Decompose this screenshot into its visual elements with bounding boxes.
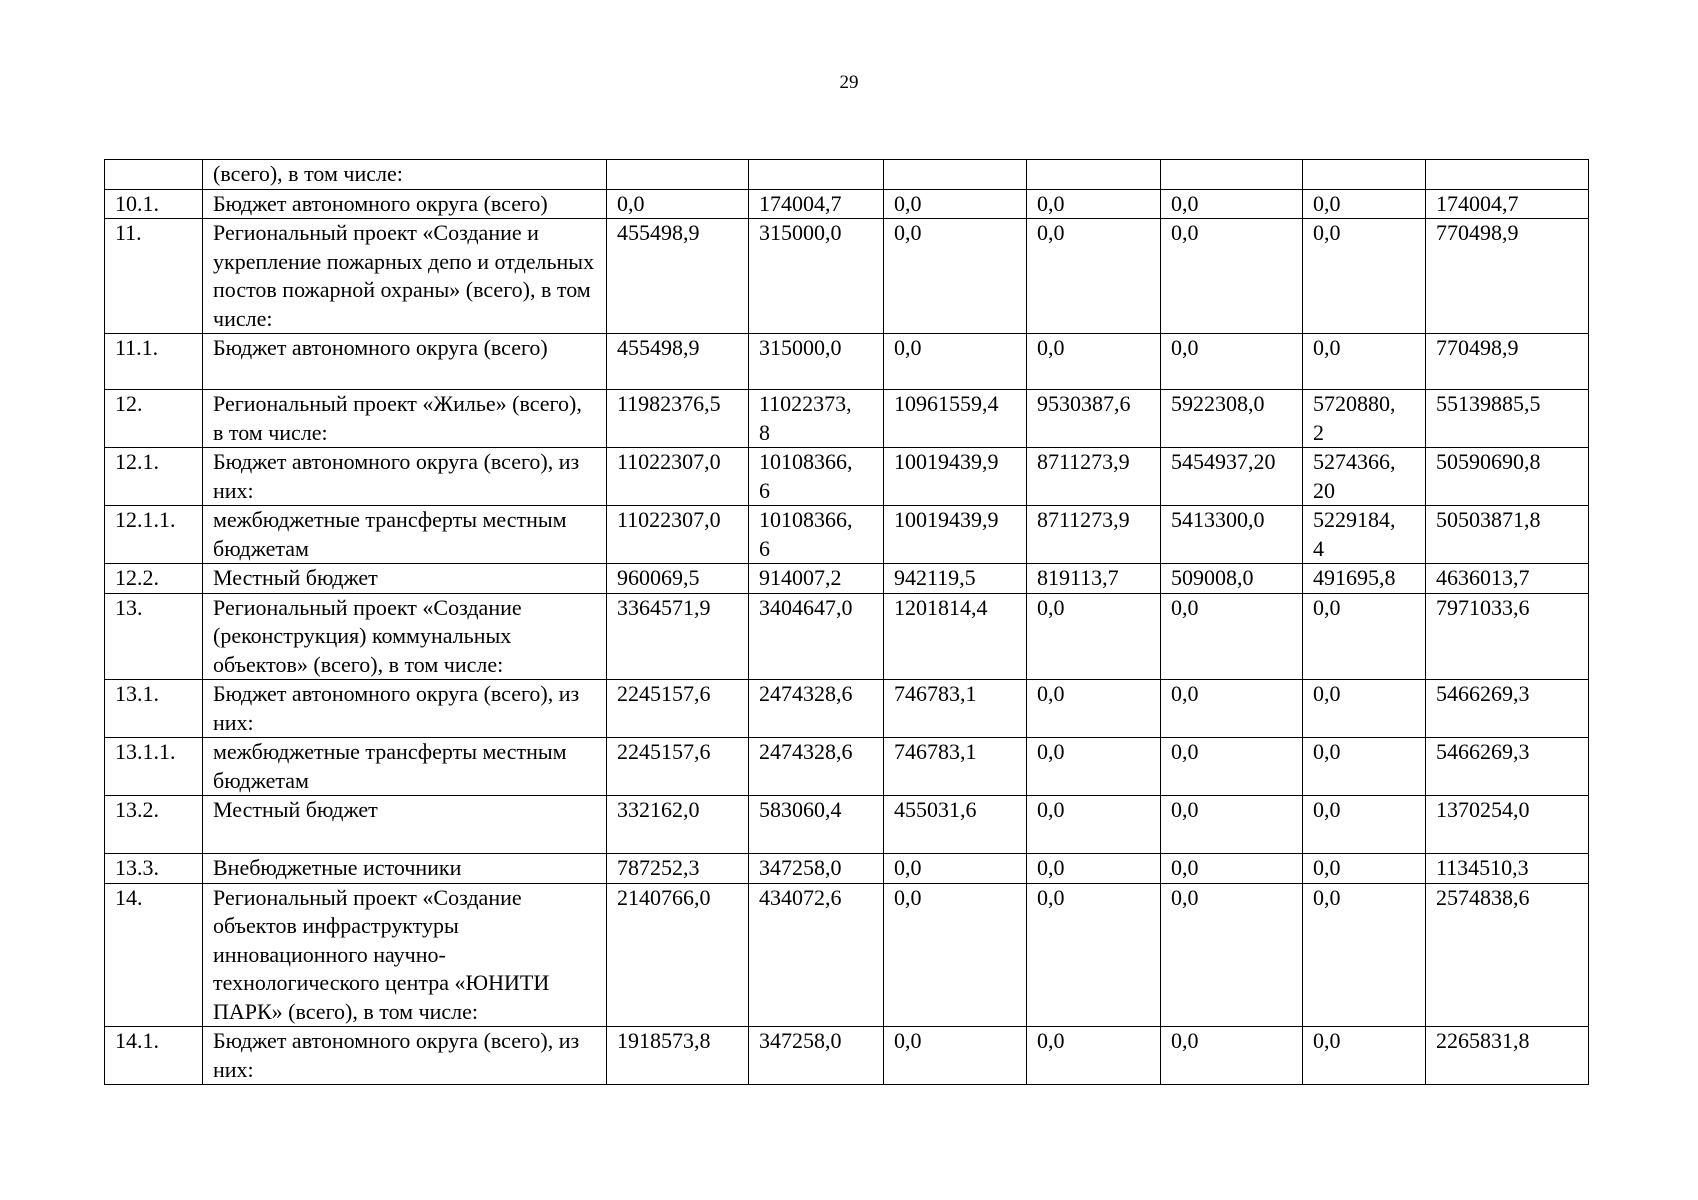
cell-name bbox=[203, 796, 607, 854]
cell-text: 0,0 bbox=[1171, 1028, 1199, 1053]
table-row bbox=[105, 390, 1589, 448]
cell-v3 bbox=[884, 738, 1027, 796]
cell-v6 bbox=[1303, 738, 1426, 796]
cell-name bbox=[203, 390, 607, 448]
cell-total bbox=[1426, 854, 1589, 884]
cell-text: 13.1.1. bbox=[115, 739, 176, 764]
cell-v3 bbox=[884, 219, 1027, 334]
cell-v1 bbox=[607, 189, 749, 219]
cell-text: 174004,7 bbox=[759, 190, 842, 216]
table-row bbox=[105, 796, 1589, 854]
table-body bbox=[105, 160, 1589, 1085]
cell-v6 bbox=[1303, 796, 1426, 854]
cell-text: Бюджет автономного округа (всего) bbox=[213, 190, 548, 216]
cell-text: 8711273,9 bbox=[1037, 449, 1130, 474]
cell-text: межбюджетные трансферты местным бюджетам bbox=[213, 739, 567, 793]
cell-v2 bbox=[749, 160, 884, 190]
cell-v2 bbox=[749, 854, 884, 884]
cell-text: 12.1. bbox=[115, 449, 159, 474]
cell-text: 0,0 bbox=[1037, 884, 1065, 910]
table-row bbox=[105, 448, 1589, 506]
cell-text: 1370254,0 bbox=[1436, 797, 1530, 822]
cell-v5 bbox=[1161, 796, 1303, 854]
cell-text: 10019439,9 bbox=[894, 507, 999, 532]
cell-v3 bbox=[884, 160, 1027, 190]
cell-total bbox=[1426, 506, 1589, 564]
cell-text: 13.3. bbox=[115, 855, 159, 880]
cell-text: 455498,9 bbox=[617, 220, 700, 245]
cell-text: 2474328,6 bbox=[759, 681, 853, 706]
cell-text: (всего), в том числе: bbox=[213, 161, 403, 186]
table-row bbox=[105, 680, 1589, 738]
cell-text: 332162,0 bbox=[617, 797, 700, 822]
cell-text: 0,0 bbox=[1037, 855, 1065, 880]
cell-v2 bbox=[749, 738, 884, 796]
cell-text: 819113,7 bbox=[1037, 565, 1119, 590]
cell-v2 bbox=[749, 506, 884, 564]
cell-v4 bbox=[1027, 796, 1161, 854]
cell-text: 0,0 bbox=[1313, 884, 1341, 910]
cell-v6 bbox=[1303, 448, 1426, 506]
cell-text: 347258,0 bbox=[759, 855, 842, 880]
cell-text: 0,0 bbox=[617, 190, 645, 216]
cell-text: 3404647,0 bbox=[759, 594, 853, 620]
cell-text: Бюджет автономного округа (всего), из них: bbox=[213, 681, 580, 735]
cell-total bbox=[1426, 796, 1589, 854]
cell-name bbox=[203, 160, 607, 190]
cell-v4 bbox=[1027, 334, 1161, 390]
cell-v6 bbox=[1303, 854, 1426, 884]
cell-num bbox=[105, 334, 203, 390]
cell-name bbox=[203, 1027, 607, 1085]
cell-text: 5413300,0 bbox=[1171, 507, 1265, 532]
cell-v2 bbox=[749, 680, 884, 738]
cell-text: 2245157,6 bbox=[617, 681, 711, 706]
cell-v5 bbox=[1161, 448, 1303, 506]
cell-text: 0,0 bbox=[1037, 220, 1065, 245]
cell-text: 315000,0 bbox=[759, 335, 842, 360]
table-row bbox=[105, 593, 1589, 680]
cell-text: 0,0 bbox=[894, 190, 922, 216]
cell-text: 0,0 bbox=[1313, 797, 1341, 822]
cell-text: 1134510,3 bbox=[1436, 855, 1529, 880]
cell-text: 0,0 bbox=[1037, 594, 1065, 620]
cell-text: 50590690,8 bbox=[1436, 449, 1541, 474]
cell-v3 bbox=[884, 564, 1027, 594]
cell-text: 0,0 bbox=[1171, 681, 1199, 706]
cell-v4 bbox=[1027, 390, 1161, 448]
cell-v3 bbox=[884, 593, 1027, 680]
cell-num bbox=[105, 854, 203, 884]
cell-text: 942119,5 bbox=[894, 565, 976, 590]
cell-total bbox=[1426, 680, 1589, 738]
cell-text: 12.1.1. bbox=[115, 507, 176, 532]
cell-name bbox=[203, 680, 607, 738]
cell-text: 0,0 bbox=[1171, 797, 1199, 822]
cell-text: 2574838,6 bbox=[1436, 884, 1530, 910]
cell-text: Бюджет автономного округа (всего) bbox=[213, 335, 548, 360]
cell-v4 bbox=[1027, 564, 1161, 594]
cell-total bbox=[1426, 448, 1589, 506]
cell-text: 2245157,6 bbox=[617, 739, 711, 764]
cell-text: 11022307,0 bbox=[617, 507, 721, 532]
cell-name bbox=[203, 448, 607, 506]
cell-text: 0,0 bbox=[1037, 681, 1065, 706]
cell-total bbox=[1426, 883, 1589, 1027]
cell-v3 bbox=[884, 334, 1027, 390]
cell-v2 bbox=[749, 189, 884, 219]
cell-text: 0,0 bbox=[1171, 855, 1199, 880]
cell-text: 0,0 bbox=[1313, 1028, 1341, 1053]
cell-text: 13.1. bbox=[115, 681, 159, 706]
table-row bbox=[105, 738, 1589, 796]
cell-text: 13. bbox=[115, 594, 143, 620]
cell-num bbox=[105, 160, 203, 190]
cell-v1 bbox=[607, 738, 749, 796]
cell-name bbox=[203, 738, 607, 796]
cell-v1 bbox=[607, 390, 749, 448]
cell-v3 bbox=[884, 448, 1027, 506]
cell-text: 5229184, 4 bbox=[1313, 507, 1396, 561]
cell-total bbox=[1426, 390, 1589, 448]
cell-v2 bbox=[749, 1027, 884, 1085]
cell-v1 bbox=[607, 680, 749, 738]
cell-text: 0,0 bbox=[1313, 855, 1341, 880]
cell-v1 bbox=[607, 883, 749, 1027]
cell-text: 0,0 bbox=[1171, 335, 1199, 360]
cell-text: 10.1. bbox=[115, 190, 159, 216]
cell-name bbox=[203, 564, 607, 594]
cell-v3 bbox=[884, 680, 1027, 738]
table-row bbox=[105, 334, 1589, 390]
cell-v6 bbox=[1303, 189, 1426, 219]
cell-text: 14.1. bbox=[115, 1028, 159, 1053]
cell-v4 bbox=[1027, 593, 1161, 680]
cell-v2 bbox=[749, 564, 884, 594]
cell-v1 bbox=[607, 593, 749, 680]
cell-total bbox=[1426, 738, 1589, 796]
cell-v6 bbox=[1303, 883, 1426, 1027]
cell-total bbox=[1426, 334, 1589, 390]
cell-name bbox=[203, 219, 607, 334]
cell-total bbox=[1426, 593, 1589, 680]
cell-text: 0,0 bbox=[894, 1028, 922, 1053]
cell-num bbox=[105, 796, 203, 854]
table-row bbox=[105, 189, 1589, 219]
cell-num bbox=[105, 189, 203, 219]
cell-text: 0,0 bbox=[894, 884, 922, 910]
cell-v3 bbox=[884, 796, 1027, 854]
cell-text: Региональный проект «Создание (реконструкция) коммунальных объектов» (всего), в том числе: bbox=[213, 594, 522, 677]
cell-v3 bbox=[884, 390, 1027, 448]
page-number: 29 bbox=[839, 72, 859, 93]
cell-v4 bbox=[1027, 883, 1161, 1027]
cell-num bbox=[105, 390, 203, 448]
cell-v4 bbox=[1027, 219, 1161, 334]
cell-v2 bbox=[749, 334, 884, 390]
cell-text: Региональный проект «Создание и укрепление пожарных депо и отдельных постов пожарной охраны» (всего), в том числе: bbox=[213, 220, 595, 331]
table-row bbox=[105, 854, 1589, 884]
cell-text: 0,0 bbox=[1037, 739, 1065, 764]
cell-v4 bbox=[1027, 738, 1161, 796]
cell-text: 0,0 bbox=[1313, 220, 1341, 245]
cell-text: Бюджет автономного округа (всего), из них: bbox=[213, 1028, 580, 1082]
cell-v1 bbox=[607, 219, 749, 334]
cell-text: 0,0 bbox=[894, 335, 922, 360]
cell-v6 bbox=[1303, 593, 1426, 680]
cell-text: Региональный проект «Жилье» (всего), в том числе: bbox=[213, 391, 582, 445]
cell-text: 0,0 bbox=[1313, 335, 1341, 360]
cell-v5 bbox=[1161, 160, 1303, 190]
cell-text: 0,0 bbox=[1037, 1028, 1065, 1053]
cell-name bbox=[203, 854, 607, 884]
cell-text: 5922308,0 bbox=[1171, 391, 1265, 416]
cell-v2 bbox=[749, 448, 884, 506]
cell-text: 2474328,6 bbox=[759, 739, 853, 764]
cell-text: 11982376,5 bbox=[617, 391, 721, 416]
cell-text: 583060,4 bbox=[759, 797, 842, 822]
cell-text: 11. bbox=[115, 220, 142, 245]
table-row bbox=[105, 219, 1589, 334]
cell-v1 bbox=[607, 448, 749, 506]
cell-text: 5720880, 2 bbox=[1313, 391, 1396, 445]
cell-v5 bbox=[1161, 738, 1303, 796]
cell-total bbox=[1426, 1027, 1589, 1085]
cell-v5 bbox=[1161, 1027, 1303, 1085]
cell-text: 914007,2 bbox=[759, 565, 842, 590]
cell-name bbox=[203, 189, 607, 219]
cell-v3 bbox=[884, 854, 1027, 884]
cell-num bbox=[105, 593, 203, 680]
cell-text: 2265831,8 bbox=[1436, 1028, 1530, 1053]
cell-v2 bbox=[749, 883, 884, 1027]
cell-v1 bbox=[607, 160, 749, 190]
cell-text: 3364571,9 bbox=[617, 594, 711, 620]
cell-v1 bbox=[607, 796, 749, 854]
cell-text: 12. bbox=[115, 391, 143, 416]
cell-total bbox=[1426, 160, 1589, 190]
cell-v3 bbox=[884, 883, 1027, 1027]
cell-text: 960069,5 bbox=[617, 565, 700, 590]
cell-text: 0,0 bbox=[1037, 797, 1065, 822]
cell-text: 347258,0 bbox=[759, 1028, 842, 1053]
cell-v5 bbox=[1161, 883, 1303, 1027]
cell-text: 55139885,5 bbox=[1436, 391, 1541, 416]
cell-v3 bbox=[884, 189, 1027, 219]
cell-text: 174004,7 bbox=[1436, 190, 1519, 216]
cell-text: 8711273,9 bbox=[1037, 507, 1130, 532]
cell-text: Внебюджетные источники bbox=[213, 855, 462, 880]
cell-v5 bbox=[1161, 854, 1303, 884]
cell-text: 10108366, 6 bbox=[759, 449, 853, 503]
cell-v6 bbox=[1303, 680, 1426, 738]
table-row bbox=[105, 1027, 1589, 1085]
cell-v4 bbox=[1027, 680, 1161, 738]
cell-text: 11022307,0 bbox=[617, 449, 721, 474]
cell-v3 bbox=[884, 1027, 1027, 1085]
cell-total bbox=[1426, 189, 1589, 219]
cell-text: 10961559,4 bbox=[894, 391, 999, 416]
cell-v1 bbox=[607, 854, 749, 884]
cell-text: 5466269,3 bbox=[1436, 681, 1530, 706]
cell-text: 455498,9 bbox=[617, 335, 700, 360]
cell-text: 2140766,0 bbox=[617, 884, 711, 910]
cell-total bbox=[1426, 564, 1589, 594]
cell-text: межбюджетные трансферты местным бюджетам bbox=[213, 507, 567, 561]
cell-text: 770498,9 bbox=[1436, 335, 1519, 360]
cell-text: 315000,0 bbox=[759, 220, 842, 245]
cell-text: 0,0 bbox=[1171, 739, 1199, 764]
cell-text: 11022373, 8 bbox=[759, 391, 852, 445]
cell-v5 bbox=[1161, 564, 1303, 594]
cell-text: 7971033,6 bbox=[1436, 594, 1530, 620]
cell-num bbox=[105, 506, 203, 564]
cell-v6 bbox=[1303, 219, 1426, 334]
cell-v5 bbox=[1161, 593, 1303, 680]
cell-text: 13.2. bbox=[115, 797, 159, 822]
cell-text: 0,0 bbox=[1313, 190, 1341, 216]
cell-text: 11.1. bbox=[115, 335, 159, 360]
cell-v3 bbox=[884, 506, 1027, 564]
cell-text: 787252,3 bbox=[617, 855, 700, 880]
cell-text: 14. bbox=[115, 884, 143, 910]
cell-text: 5466269,3 bbox=[1436, 739, 1530, 764]
cell-text: 0,0 bbox=[1171, 220, 1199, 245]
table-row bbox=[105, 883, 1589, 1027]
cell-text: 746783,1 bbox=[894, 739, 977, 764]
cell-text: 0,0 bbox=[1313, 594, 1341, 620]
cell-v6 bbox=[1303, 390, 1426, 448]
cell-name bbox=[203, 593, 607, 680]
cell-text: 0,0 bbox=[1313, 681, 1341, 706]
cell-text: 0,0 bbox=[894, 855, 922, 880]
cell-text: 12.2. bbox=[115, 565, 159, 590]
cell-text: 1201814,4 bbox=[894, 594, 988, 620]
cell-text: 434072,6 bbox=[759, 884, 842, 910]
cell-text: 0,0 bbox=[1171, 594, 1199, 620]
cell-v1 bbox=[607, 1027, 749, 1085]
cell-text: 10108366, 6 bbox=[759, 507, 853, 561]
cell-num bbox=[105, 883, 203, 1027]
cell-text: 4636013,7 bbox=[1436, 565, 1530, 590]
cell-num bbox=[105, 1027, 203, 1085]
cell-text: 0,0 bbox=[1171, 884, 1199, 910]
cell-num bbox=[105, 448, 203, 506]
table-row bbox=[105, 564, 1589, 594]
cell-v6 bbox=[1303, 334, 1426, 390]
cell-v5 bbox=[1161, 506, 1303, 564]
cell-text: 0,0 bbox=[1313, 739, 1341, 764]
cell-text: 5454937,20 bbox=[1171, 449, 1276, 474]
cell-v4 bbox=[1027, 189, 1161, 219]
cell-text: 509008,0 bbox=[1171, 565, 1254, 590]
cell-text: 770498,9 bbox=[1436, 220, 1519, 245]
cell-v5 bbox=[1161, 680, 1303, 738]
cell-text: 9530387,6 bbox=[1037, 391, 1131, 416]
cell-v2 bbox=[749, 390, 884, 448]
cell-v5 bbox=[1161, 390, 1303, 448]
cell-num bbox=[105, 738, 203, 796]
cell-text: 10019439,9 bbox=[894, 449, 999, 474]
cell-v4 bbox=[1027, 854, 1161, 884]
cell-num bbox=[105, 680, 203, 738]
cell-v2 bbox=[749, 796, 884, 854]
cell-text: 0,0 bbox=[1037, 335, 1065, 360]
cell-text: 0,0 bbox=[1171, 190, 1199, 216]
cell-text: 1918573,8 bbox=[617, 1028, 711, 1053]
cell-v2 bbox=[749, 593, 884, 680]
cell-text: 50503871,8 bbox=[1436, 507, 1541, 532]
cell-name bbox=[203, 883, 607, 1027]
cell-text: 455031,6 bbox=[894, 797, 977, 822]
cell-v4 bbox=[1027, 160, 1161, 190]
cell-v2 bbox=[749, 219, 884, 334]
cell-text: Местный бюджет bbox=[213, 565, 378, 590]
cell-text: Местный бюджет bbox=[213, 797, 378, 822]
budget-table bbox=[104, 159, 1589, 1085]
cell-text: Бюджет автономного округа (всего), из них: bbox=[213, 449, 580, 503]
cell-num bbox=[105, 564, 203, 594]
cell-v4 bbox=[1027, 1027, 1161, 1085]
cell-v6 bbox=[1303, 1027, 1426, 1085]
cell-v6 bbox=[1303, 160, 1426, 190]
table-row bbox=[105, 506, 1589, 564]
cell-v4 bbox=[1027, 506, 1161, 564]
table-row bbox=[105, 160, 1589, 190]
cell-total bbox=[1426, 219, 1589, 334]
cell-text: 746783,1 bbox=[894, 681, 977, 706]
cell-num bbox=[105, 219, 203, 334]
cell-v5 bbox=[1161, 219, 1303, 334]
cell-text: 0,0 bbox=[1037, 190, 1065, 216]
cell-text: 0,0 bbox=[894, 220, 922, 245]
cell-v4 bbox=[1027, 448, 1161, 506]
cell-name bbox=[203, 334, 607, 390]
cell-text: Региональный проект «Создание объектов инфраструктуры инновационного научно-технологического центра «ЮНИТИ ПАРК» (всего), в том числе: bbox=[213, 884, 550, 1024]
cell-v1 bbox=[607, 564, 749, 594]
cell-v6 bbox=[1303, 506, 1426, 564]
cell-v6 bbox=[1303, 564, 1426, 594]
cell-text: 5274366, 20 bbox=[1313, 449, 1396, 503]
cell-v5 bbox=[1161, 189, 1303, 219]
cell-text: 491695,8 bbox=[1313, 565, 1396, 590]
cell-name bbox=[203, 506, 607, 564]
cell-v1 bbox=[607, 334, 749, 390]
cell-v1 bbox=[607, 506, 749, 564]
cell-v5 bbox=[1161, 334, 1303, 390]
